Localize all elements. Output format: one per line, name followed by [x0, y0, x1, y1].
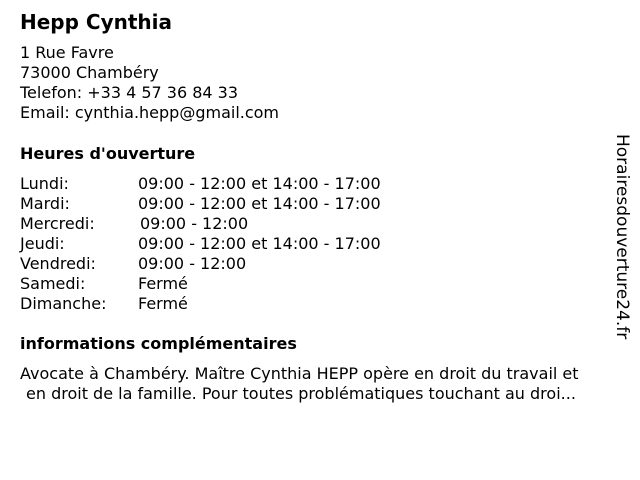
time-value: 09:00 - 12:00 [140, 214, 249, 233]
phone-number: Telefon: +33 4 57 36 84 33 [20, 83, 239, 102]
address-block [20, 43, 279, 123]
time-value: Fermé [138, 274, 188, 293]
site-watermark [612, 134, 632, 346]
description-line: en droit de la famille. Pour toutes problématiques touchant au droi... [26, 384, 576, 403]
description-line: Avocate à Chambéry. Maître Cynthia HEPP opère en droit du travail et [20, 364, 579, 383]
additional-info-heading: informations complémentaires [20, 334, 297, 353]
day-label: Vendredi: [20, 254, 96, 273]
day-label: Mardi: [20, 194, 70, 213]
day-label: Dimanche: [20, 294, 107, 313]
street-address: 1 Rue Favre [20, 43, 114, 62]
business-description [20, 364, 630, 404]
day-label: Mercredi: [20, 214, 95, 233]
time-value: 09:00 - 12:00 et 14:00 - 17:00 [138, 194, 381, 213]
day-label: Jeudi: [20, 234, 65, 253]
day-label: Samedi: [20, 274, 86, 293]
opening-hours-heading: Heures d'ouverture [20, 144, 196, 163]
time-value: 09:00 - 12:00 [138, 254, 247, 273]
business-name: Hepp Cynthia [20, 10, 173, 34]
time-value: 09:00 - 12:00 et 14:00 - 17:00 [138, 234, 381, 253]
day-label: Lundi: [20, 174, 69, 193]
time-value: 09:00 - 12:00 et 14:00 - 17:00 [138, 174, 381, 193]
email-address: Email: cynthia.hepp@gmail.com [20, 103, 280, 122]
city-postcode: 73000 Chambéry [20, 63, 159, 82]
time-value: Fermé [138, 294, 188, 313]
watermark-text: Horairesdouverture24.fr [612, 134, 632, 340]
